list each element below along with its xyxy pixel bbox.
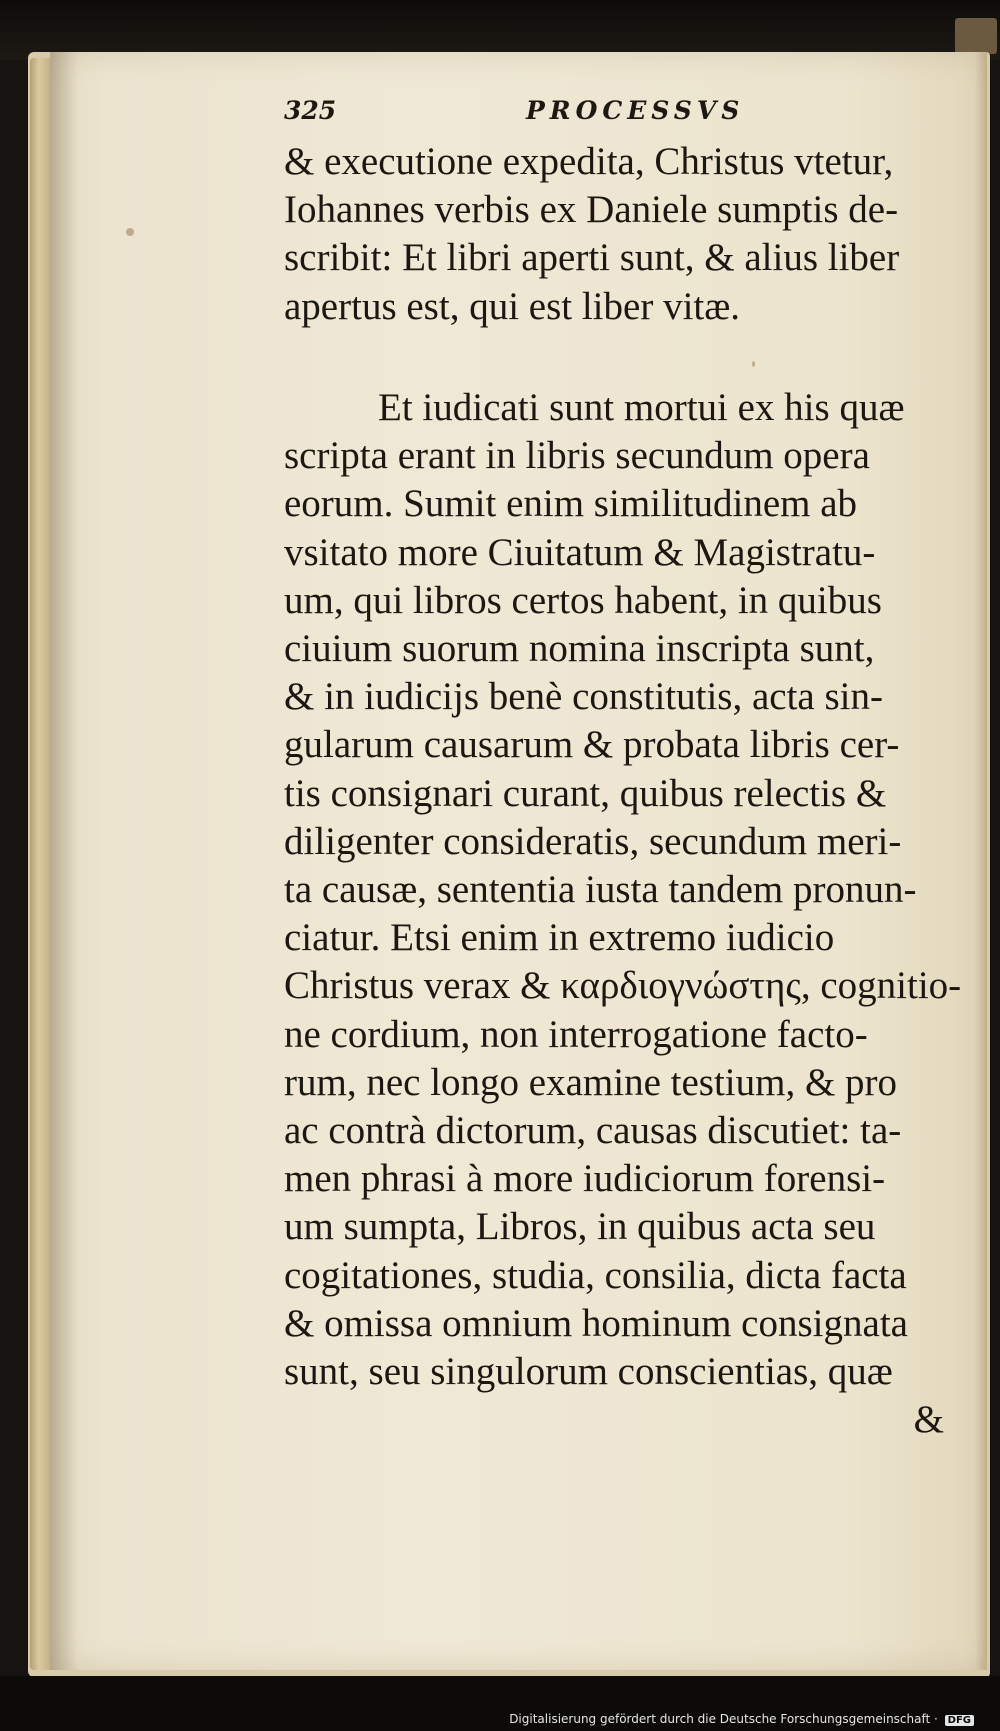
- page-header: [284, 96, 744, 144]
- text-line: diligenter consideratis, secundum meri-: [284, 819, 902, 863]
- text-line: ciuium suorum nomina inscripta sunt,: [284, 627, 875, 671]
- paragraph-2: [284, 384, 962, 1444]
- text-line: eorum. Sumit enim similitudinem ab: [284, 482, 858, 526]
- text-line: Iohannes verbis ex Daniele sumptis de-: [284, 188, 899, 232]
- text-line: scribit: Et libri aperti sunt, & alius liber: [284, 236, 900, 280]
- page-number: 325: [284, 96, 337, 125]
- foxing-spot: [126, 228, 134, 236]
- text-line: & omissa omnium hominum consignata: [284, 1301, 908, 1345]
- text-line: tis consignari curant, quibus relectis &: [284, 771, 887, 815]
- text-line: ne cordium, non interrogatione facto-: [284, 1012, 868, 1056]
- book-cover-corner: [955, 18, 997, 54]
- text-line: apertus est, qui est liber vitæ.: [284, 284, 741, 328]
- text-line: vsitato more Ciuitatum & Magistratu-: [284, 530, 876, 574]
- text-line: & executione expedita, Christus vtetur,: [284, 140, 894, 183]
- dfg-logo: DFG: [945, 1715, 974, 1726]
- text-line: um sumpta, Libros, in quibus acta seu: [284, 1205, 876, 1249]
- spine-shadow: [50, 52, 78, 1670]
- text-line: sunt, seu singulorum conscientias, quæ: [284, 1350, 893, 1394]
- page-edges-left: [30, 58, 52, 1670]
- running-head: PROCESSVS: [526, 96, 745, 125]
- text-line: Et iudicati sunt mortui ex his quæ: [378, 386, 905, 429]
- text-line: ciatur. Etsi enim in extremo iudicio: [284, 916, 835, 960]
- paragraph-1: [284, 138, 944, 331]
- text-line: ta causæ, sententia iusta tandem pronun-: [284, 868, 917, 912]
- foxing-spot: [752, 361, 755, 367]
- credit-text: Digitalisierung gefördert durch die Deutsche Forschungsgemeinschaft ·: [509, 1712, 938, 1726]
- text-line: men phrasi à more iudiciorum forensi-: [284, 1157, 886, 1201]
- text-line: cogitationes, studia, consilia, dicta facta: [284, 1253, 907, 1297]
- text-line: rum, nec longo examine testium, & pro: [284, 1060, 898, 1104]
- catchword: &: [913, 1398, 944, 1442]
- text-line: scripta erant in libris secundum opera: [284, 434, 870, 478]
- text-line: ac contrà dictorum, causas discutiet: ta-: [284, 1109, 902, 1153]
- digitization-credit: [509, 1712, 974, 1726]
- page-right-edge: [975, 52, 987, 1670]
- book-binding-top: [0, 0, 1000, 60]
- text-line: gularum causarum & probata libris cer-: [284, 723, 900, 767]
- text-line: & in iudicijs benè constitutis, acta sin-: [284, 675, 883, 719]
- text-line: um, qui libros certos habent, in quibus: [284, 578, 882, 622]
- text-line: Christus verax & καρδιογνώστης, cognitio-: [284, 964, 962, 1008]
